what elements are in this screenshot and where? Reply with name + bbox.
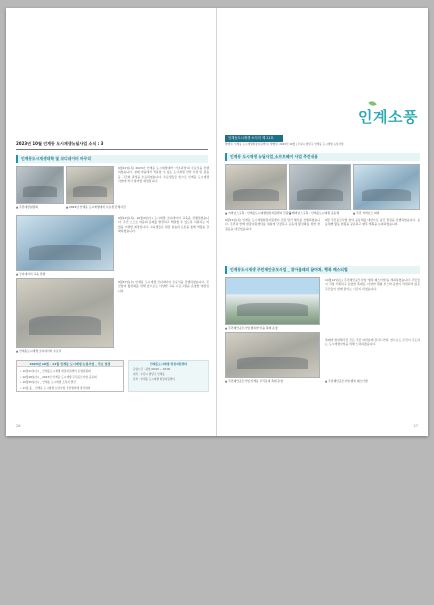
info-title: 인계동도시재생 현장지원센터 [149,362,188,366]
photo-caption: ▲ 주민대상설명회 [16,205,38,209]
photo-graduation-group [66,166,114,204]
photo-caption: ▲ 2023년 인계동 도시재생대학 수료생 단체사진 [66,205,126,209]
schedule-item: • 10월11일(수) _ 인계동도시재생 현장지원센터 운영위원회 [20,369,91,373]
info-line: 문의 : 인계동 도시재생 현장지원센터 [133,378,175,381]
schedule-title: 2023년 10월 · 11월 인계동 도시재생 뉴딜사업 _ 주요 일정 [17,361,123,367]
body-paragraph: 9월21일(목) 2023년 인계동 도시재생대학 '기초과정'의 수료식을 진행하였습니다. 실제 마을에서 적용할 수 있는 도시재생 전략 수립 및 실습 등 그간의 과정을 수료하였습니다. 수료생들은 앞으로 인계동 도시재생사업에 적극 참여할 예정입니다. [118,166,209,183]
page-header: 2023년 10월 인계동 도시재생뉴딜사업 소식 : 3 [16,141,104,146]
photo-meeting [353,164,420,210]
photo-briefing [16,166,64,204]
photo-caption: ▲ 코디네이터 교육 진행 [16,272,46,276]
section-title: 인계동 도시재생 뉴딜사업_소프트웨어 사업 추진내용 [225,153,420,161]
issue-tab: 인계동도시재생 소식지 제 11호 [225,135,283,142]
document-spread [6,8,428,436]
photo-caption: ▲ 주민제안공모사업 인계동 우리동네 축제 운영 [225,379,283,383]
info-line: 운영시간 : 평일 09:00 ~ 18:00 [133,368,171,371]
schedule-list [17,367,123,393]
body-paragraph: 축제에 참여해주신 모든 주민 여러분께 감사드리며, 앞으로도 주민이 주도하는 도시재생사업을 위해 노력하겠습니다. [325,338,420,347]
schedule-item: • 10월18일(수) _ 2023년 인계동 도시재생 주민공모사업 공유회 [20,374,97,379]
photo-caption: ▲ 주민 거버넌스 회의 [353,211,380,215]
photo-caption: ▲ 주민제안공모사업 행복 페스티벌 [325,379,368,383]
schedule-item: • 11월 중 _ 인계동 도시재생 뉴딜사업 주민협의체 정기회의 [20,385,91,390]
page-number: 26 [16,424,21,428]
photo-caption: ▲ 주민제안공모사업 행복한 마을 축제 운영 [225,326,278,330]
body-paragraph: 9월21일(목), 10월4일(수) 도시재생 코디네이터 교육을 진행하였습니다. 주민 스스로 마을의 문제를 발견하고 해결할 수 있도록 지원하는 역할을 수행할 예정입니다. 교육생들은 현장 실습과 토론을 통해 역량을 강화하였습니다. [118,216,209,233]
header-divider [16,149,208,150]
section-title: 인계동도시재생대학 및 코디네이터 마무리 [16,155,208,163]
photo-festival-tents [225,277,320,325]
photo-caption: ▲ 인계동도시재생 코디네이터 수료식 [16,349,62,353]
body-paragraph: 10월14일(토) 주민제안공모사업 '행복 페스티벌'을 개최하였습니다. 주민들이 직접 기획하고 운영한 축제로, 다양한 체험 부스와 공연이 마련되어 많은 주민들이 함께 즐기는 시간이 되었습니다. [325,278,420,291]
body-paragraph: 9월 주민공모사업 참여 공동체를 대상으로 중간 점검을 진행하였습니다. 공동체별 활동 현황을 공유하고 향후 계획을 논의하였습니다. [325,218,420,227]
schedule-box [16,360,124,392]
page-number: 27 [413,424,418,428]
body-paragraph: 9월27일(수) 인계동 도시재생 코디네이터 수료식을 진행하였습니다. 주민참여 활성화를 위해 앞으로도 다양한 교육 프로그램을 운영할 예정입니다. [118,280,209,293]
left-page [6,8,217,436]
newsletter-logo: 인계소풍 [358,108,418,126]
body-paragraph: 9월21일(목) 인계동 도시재생현장지원센터 간판 달기 행사를 진행하였습니다. 주민과 함께 현장지원센터를 새롭게 단장하고 공동체 활성화를 위한 첫걸음을 내딛었습니다. [225,218,320,231]
photo-coordinator-class [16,215,114,271]
info-line: 위치 : 수원시 팔달구 인계동 [133,373,165,376]
photo-caption: ▲ 거버넌스구축 - 인계동도시재생현장지원센터 간판달기 [225,211,294,215]
right-page [217,8,428,436]
photo-coordinator-graduation [16,278,114,348]
photo-caption: ▲ 거버넌스구축 - 인계동도시재생 공동체 [289,211,339,215]
info-box [128,360,209,392]
photo-signboard [225,164,287,210]
section-title: 인계동도시재생 주민제안공모사업 _ 찾아올래의 끝마쳐, 행복 페스티벌 [225,266,420,274]
photo-festival-crowd [225,332,320,378]
photo-community [289,164,351,210]
publisher-line: 발행처: 인계동 도시재생현장지원센터 | 발행일: 2023년 10월 | 수원시 팔달구 인계동 도시재생 뉴딜사업 [225,143,344,146]
schedule-item: • 10월25일(수) _ 인계동 도시재생 소식지 발간 [20,380,76,384]
